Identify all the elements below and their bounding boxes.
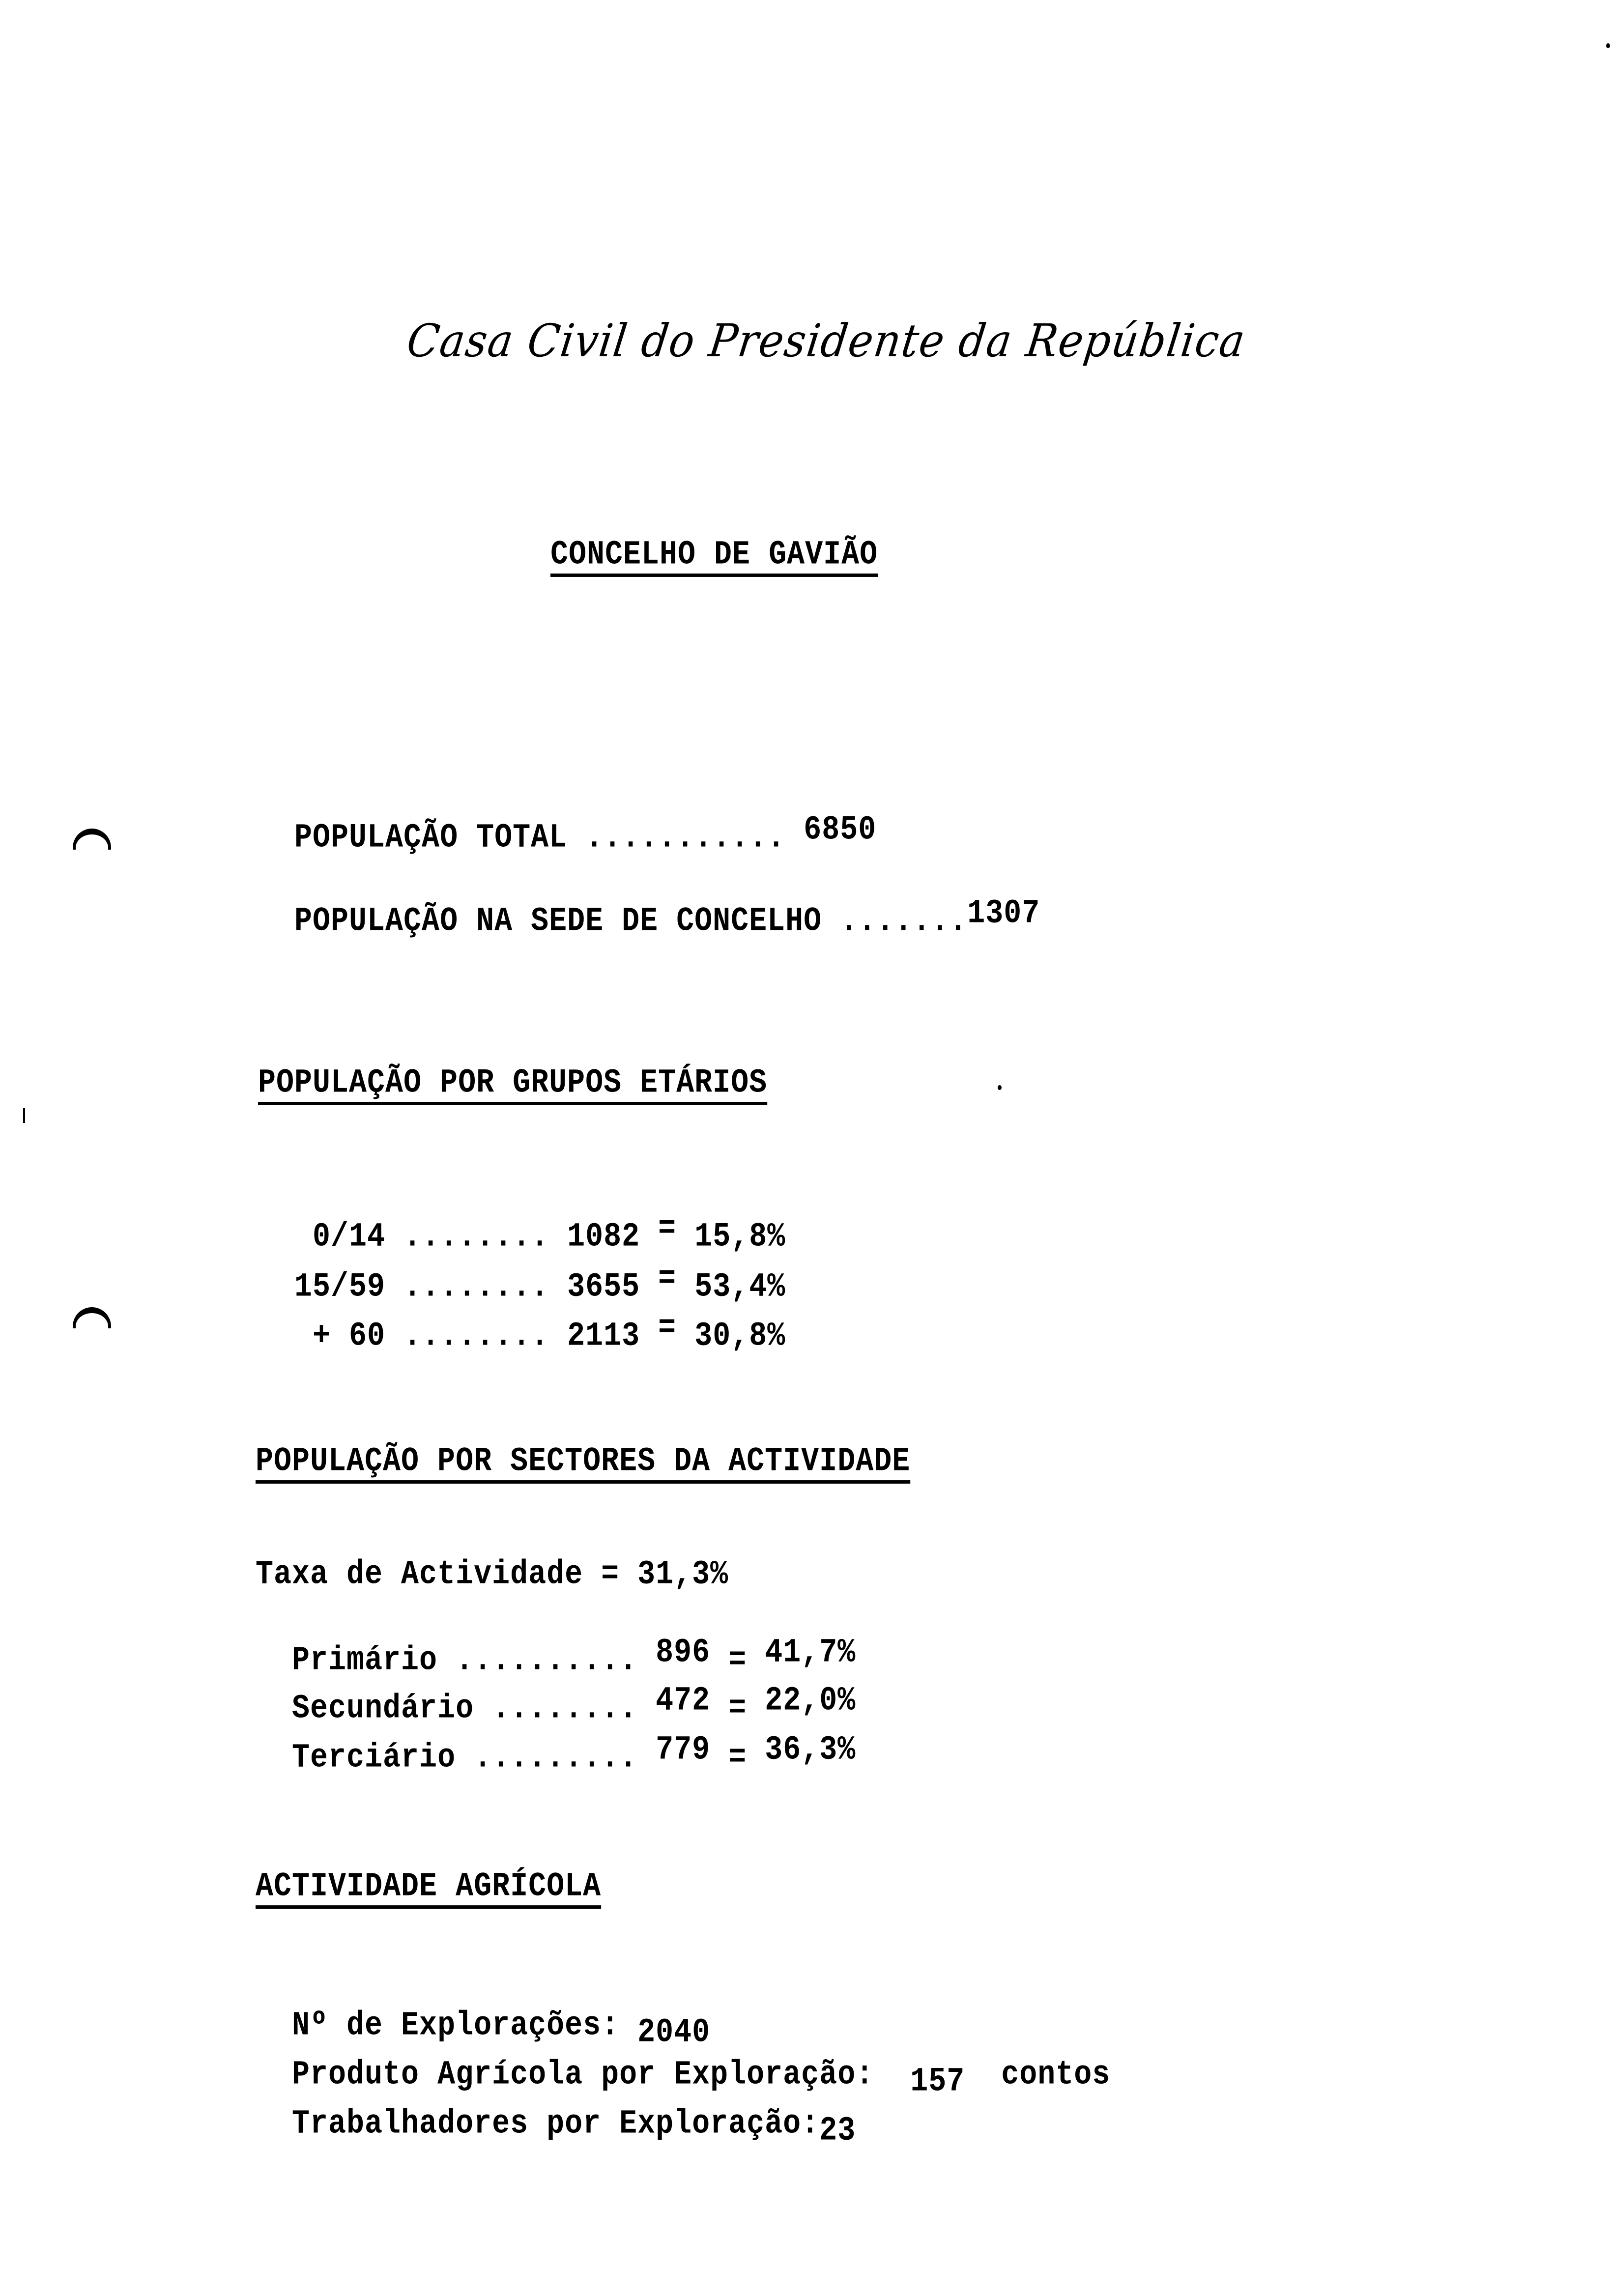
age-group-row	[258, 1279, 785, 1355]
speck-mark	[998, 1085, 1002, 1090]
population-sede-value: 1307	[967, 894, 1040, 933]
sector-percent: 36,3%	[765, 1731, 856, 1770]
population-total-label: POPULAÇÃO TOTAL ...........	[294, 819, 786, 858]
sector-label: Secundário ........	[292, 1690, 638, 1728]
sector-count: 896	[656, 1634, 711, 1672]
sector-label: Terciário .........	[292, 1739, 638, 1778]
hole-punch-mark-bottom	[73, 1307, 111, 1346]
sector-count: 779	[656, 1731, 711, 1770]
workers-row	[256, 2066, 856, 2151]
explorations-label: Nº de Explorações:	[292, 2007, 620, 2045]
sector-percent: 41,7%	[765, 1634, 856, 1672]
leader-dots: ........	[403, 1317, 549, 1356]
margin-tick-mark	[23, 1108, 25, 1123]
age-group-label: 0/14	[294, 1218, 386, 1257]
age-group-percent: 53,4%	[694, 1268, 786, 1307]
sector-percent: 22,0%	[765, 1682, 856, 1721]
agriculture-heading: ACTIVIDADE AGRÍCOLA	[256, 1867, 602, 1906]
leader-dots: ........	[403, 1268, 549, 1307]
product-label: Produto Agrícola por Exploração:	[292, 2056, 874, 2095]
equals-sign: =	[658, 1309, 677, 1348]
population-sede-label: POPULAÇÃO NA SEDE DE CONCELHO .......	[294, 902, 968, 941]
age-group-percent: 15,8%	[694, 1218, 786, 1257]
sector-row	[256, 1700, 856, 1777]
workers-value: 23	[819, 2112, 856, 2151]
activity-rate: Taxa de Actividade = 31,3%	[256, 1555, 729, 1594]
equals-sign: =	[658, 1260, 677, 1299]
sector-count: 472	[656, 1682, 711, 1721]
equals-sign: =	[658, 1210, 677, 1249]
workers-label: Trabalhadores por Exploração:	[292, 2105, 820, 2144]
sectors-heading: POPULAÇÃO POR SECTORES DA ACTIVIDADE	[256, 1442, 911, 1481]
hole-punch-mark-top	[73, 829, 111, 867]
age-group-percent: 30,8%	[694, 1317, 786, 1356]
age-group-label: 15/59	[294, 1268, 386, 1307]
age-group-count: 3655	[567, 1268, 640, 1307]
age-groups-heading: POPULAÇÃO POR GRUPOS ETÁRIOS	[258, 1064, 768, 1103]
page-title: CONCELHO DE GAVIÃO	[550, 536, 878, 574]
product-unit: contos	[1001, 2056, 1111, 2095]
product-value: 157	[910, 2063, 965, 2101]
population-total-value: 6850	[804, 811, 877, 850]
age-group-count: 2113	[567, 1317, 640, 1356]
leader-dots: ........	[403, 1218, 549, 1257]
equals-sign: =	[728, 1641, 747, 1680]
explorations-value: 2040	[637, 2013, 711, 2052]
population-sede-row	[258, 864, 1040, 941]
equals-sign: =	[728, 1690, 747, 1728]
speck-mark	[1606, 43, 1610, 48]
age-group-label: + 60	[294, 1317, 386, 1356]
letterhead: Casa Civil do Presidente da República	[404, 315, 1249, 367]
sector-label: Primário ..........	[292, 1641, 638, 1680]
population-total-row	[258, 780, 876, 857]
age-group-count: 1082	[567, 1218, 640, 1257]
equals-sign: =	[728, 1739, 747, 1778]
